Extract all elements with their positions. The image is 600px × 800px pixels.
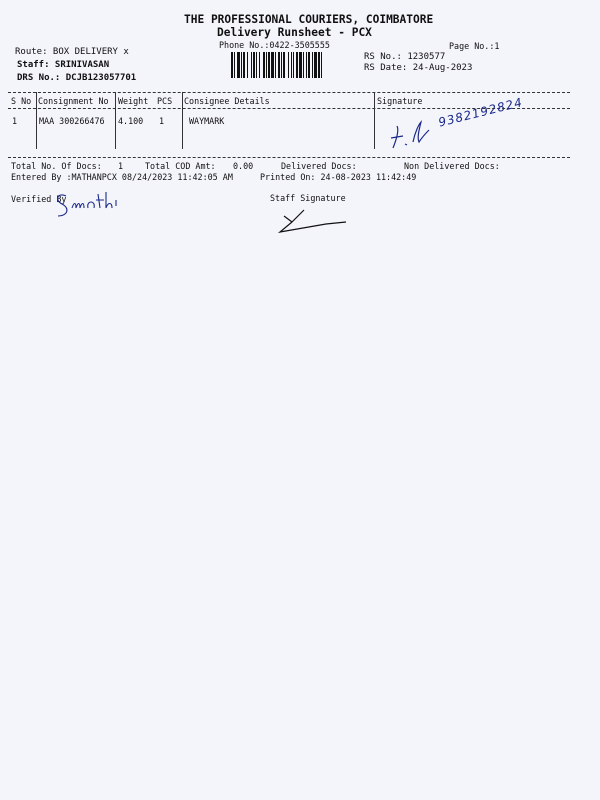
printed-on: Printed On: 24-08-2023 11:42:49 xyxy=(260,172,417,182)
drs-number: DRS No.: DCJB123057701 xyxy=(17,73,137,83)
column-divider xyxy=(36,92,37,149)
col-header-weight: Weight xyxy=(118,96,149,106)
company-name: THE PROFESSIONAL COURIERS, COIMBATORE xyxy=(184,13,434,26)
rs-number: RS No.: 1230577 xyxy=(364,52,446,62)
runsheet-title: Delivery Runsheet - PCX xyxy=(217,26,372,39)
table-bottom-rule xyxy=(8,157,570,158)
table-top-rule xyxy=(8,92,570,93)
column-divider xyxy=(374,92,375,149)
entered-by: Entered By :MATHANPCX 08/24/2023 11:42:05 AM xyxy=(11,172,233,182)
row-consignment: MAA 300266476 xyxy=(39,116,105,126)
route-label: Route: BOX DELIVERY x xyxy=(15,47,129,57)
col-header-sno: S No xyxy=(11,96,32,106)
row-consignee: WAYMARK xyxy=(189,116,225,126)
col-header-signature: Signature xyxy=(377,96,423,106)
total-docs-label: Total No. Of Docs: xyxy=(11,161,102,171)
receiver-phone-handwritten: 9382192824 xyxy=(437,95,525,130)
column-divider xyxy=(115,92,116,149)
staff-label: Staff: SRINIVASAN xyxy=(17,60,110,70)
total-cod-label: Total COD Amt: xyxy=(145,161,216,171)
staff-signature-image xyxy=(270,202,350,236)
row-sno: 1 xyxy=(12,116,18,126)
verifier-signature-image xyxy=(52,186,142,222)
phone-number: Phone No.:0422-3505555 xyxy=(219,40,330,50)
col-header-pcs: PCS xyxy=(157,96,173,106)
verified-by-label: Verified By xyxy=(11,194,67,204)
row-weight: 4.100 xyxy=(118,116,144,126)
total-docs-value: 1 xyxy=(118,161,124,171)
staff-signature-label: Staff Signature xyxy=(270,193,346,203)
total-cod-value: 0.00 xyxy=(233,161,254,171)
rs-date: RS Date: 24-Aug-2023 xyxy=(364,63,473,73)
row-pcs: 1 xyxy=(159,116,165,126)
delivered-docs-label: Delivered Docs: xyxy=(281,161,357,171)
non-delivered-docs-label: Non Delivered Docs: xyxy=(404,161,500,171)
col-header-consignment: Consignment No xyxy=(38,96,109,106)
col-header-consignee: Consignee Details xyxy=(184,96,270,106)
barcode-image xyxy=(231,52,357,78)
column-divider xyxy=(182,92,183,149)
page-number: Page No.:1 xyxy=(449,41,500,51)
